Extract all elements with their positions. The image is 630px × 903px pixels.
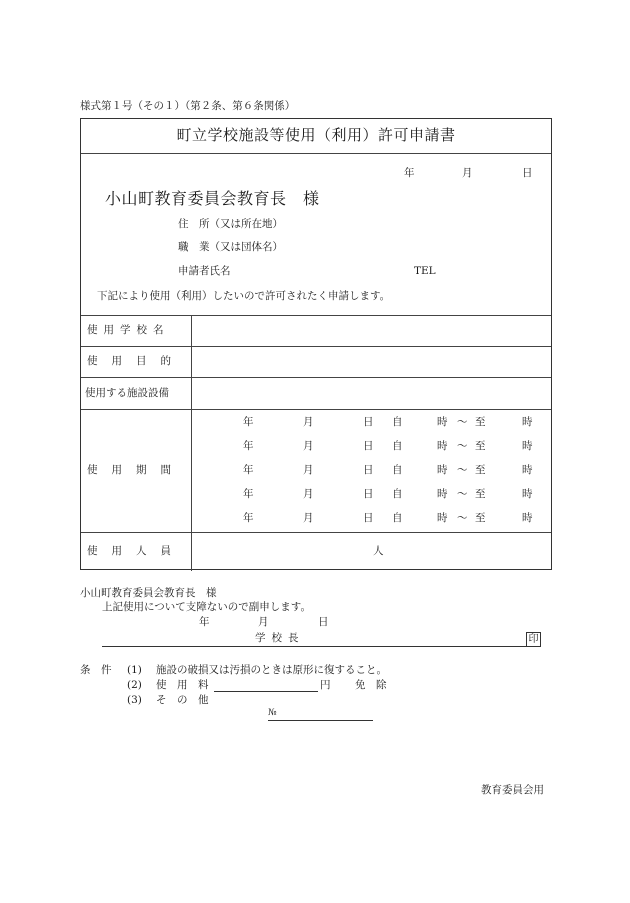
- period-day: 日: [363, 440, 374, 452]
- approval-year: 年: [199, 616, 210, 628]
- principal-signature-line: [102, 646, 526, 647]
- row-label-purpose: 使用目的: [87, 355, 185, 367]
- rule-title: [81, 153, 551, 154]
- number-label: №: [268, 708, 277, 718]
- date-day: 日: [522, 167, 533, 179]
- period-year: 年: [243, 464, 254, 476]
- period-hour-end: 時: [522, 464, 533, 476]
- period-day: 日: [363, 512, 374, 524]
- date-month: 月: [462, 167, 473, 179]
- rule-period: [81, 409, 551, 410]
- row-label-period: 使用期間: [87, 464, 185, 476]
- condition-1-number: (1): [127, 664, 142, 676]
- seal-mark: 印: [526, 632, 541, 647]
- rule-school: [81, 315, 551, 316]
- period-hour: 時: [437, 488, 448, 500]
- period-day: 日: [363, 488, 374, 500]
- rule-facility: [81, 377, 551, 378]
- period-month: 月: [303, 488, 314, 500]
- usage-fee-unit: 円: [320, 679, 331, 691]
- period-day: 日: [363, 464, 374, 476]
- period-hour: 時: [437, 416, 448, 428]
- date-year: 年: [404, 167, 415, 179]
- usage-fee-label: 使 用 料: [156, 679, 209, 691]
- row-label-school: 使用学校名: [87, 324, 170, 336]
- period-row-1: [81, 416, 551, 430]
- period-row-3: [81, 464, 551, 478]
- approval-day: 日: [318, 616, 329, 628]
- period-to: 至: [475, 416, 486, 428]
- rule-people: [81, 532, 551, 533]
- period-from: 自: [392, 440, 403, 452]
- form-number: 様式第１号（その１）（第２条、第６条関係）: [80, 100, 296, 112]
- period-tilde: ～: [457, 512, 468, 524]
- occupation-label: 職 業（又は団体名）: [178, 241, 283, 253]
- period-from: 自: [392, 488, 403, 500]
- application-form: [80, 118, 552, 570]
- footer-note: 教育委員会用: [481, 784, 544, 796]
- period-year: 年: [243, 416, 254, 428]
- conditions-label: 条 件: [80, 664, 112, 676]
- people-unit: 人: [373, 545, 384, 557]
- period-year: 年: [243, 440, 254, 452]
- approval-addressee: 小山町教育委員会教育長 様: [80, 587, 217, 599]
- applicant-name-label: 申請者氏名: [178, 265, 231, 277]
- period-day: 日: [363, 416, 374, 428]
- period-to: 至: [475, 440, 486, 452]
- addressee: 小山町教育委員会教育長 様: [105, 189, 320, 208]
- period-hour: 時: [437, 464, 448, 476]
- period-hour: 時: [437, 512, 448, 524]
- number-line: [268, 720, 373, 721]
- period-hour-end: 時: [522, 416, 533, 428]
- period-tilde: ～: [457, 416, 468, 428]
- condition-2-number: (2): [127, 679, 142, 691]
- period-month: 月: [303, 416, 314, 428]
- period-tilde: ～: [457, 440, 468, 452]
- condition-1-text: 施設の破損又は汚損のときは原形に復すること。: [156, 664, 387, 676]
- fee-exemption: 免 除: [355, 679, 387, 691]
- request-statement: 下記により使用（利用）したいので許可されたく申請します。: [97, 290, 391, 302]
- approval-statement: 上記使用について支障ないので副申します。: [102, 601, 311, 613]
- period-hour-end: 時: [522, 440, 533, 452]
- approval-month: 月: [258, 616, 269, 628]
- period-month: 月: [303, 440, 314, 452]
- period-to: 至: [475, 488, 486, 500]
- rule-purpose: [81, 346, 551, 347]
- period-year: 年: [243, 488, 254, 500]
- period-row-2: [81, 440, 551, 454]
- row-label-facility: 使用する施設設備: [85, 387, 169, 399]
- usage-fee-line: [214, 691, 318, 692]
- period-row-5: [81, 512, 551, 526]
- period-month: 月: [303, 512, 314, 524]
- period-hour: 時: [437, 440, 448, 452]
- form-title: 町立学校施設等使用（利用）許可申請書: [176, 126, 456, 144]
- period-row-4: [81, 488, 551, 502]
- condition-other-label: そ の 他: [156, 694, 209, 706]
- address-label: 住 所（又は所在地）: [178, 218, 283, 230]
- period-to: 至: [475, 464, 486, 476]
- period-hour-end: 時: [522, 512, 533, 524]
- principal-label: 学校長: [255, 632, 305, 644]
- period-tilde: ～: [457, 464, 468, 476]
- period-from: 自: [392, 512, 403, 524]
- period-year: 年: [243, 512, 254, 524]
- period-month: 月: [303, 464, 314, 476]
- period-from: 自: [392, 464, 403, 476]
- tel-label: TEL: [414, 265, 436, 277]
- period-from: 自: [392, 416, 403, 428]
- condition-3-number: (3): [127, 694, 142, 706]
- row-label-people: 使用人員: [87, 545, 185, 557]
- period-to: 至: [475, 512, 486, 524]
- period-hour-end: 時: [522, 488, 533, 500]
- period-tilde: ～: [457, 488, 468, 500]
